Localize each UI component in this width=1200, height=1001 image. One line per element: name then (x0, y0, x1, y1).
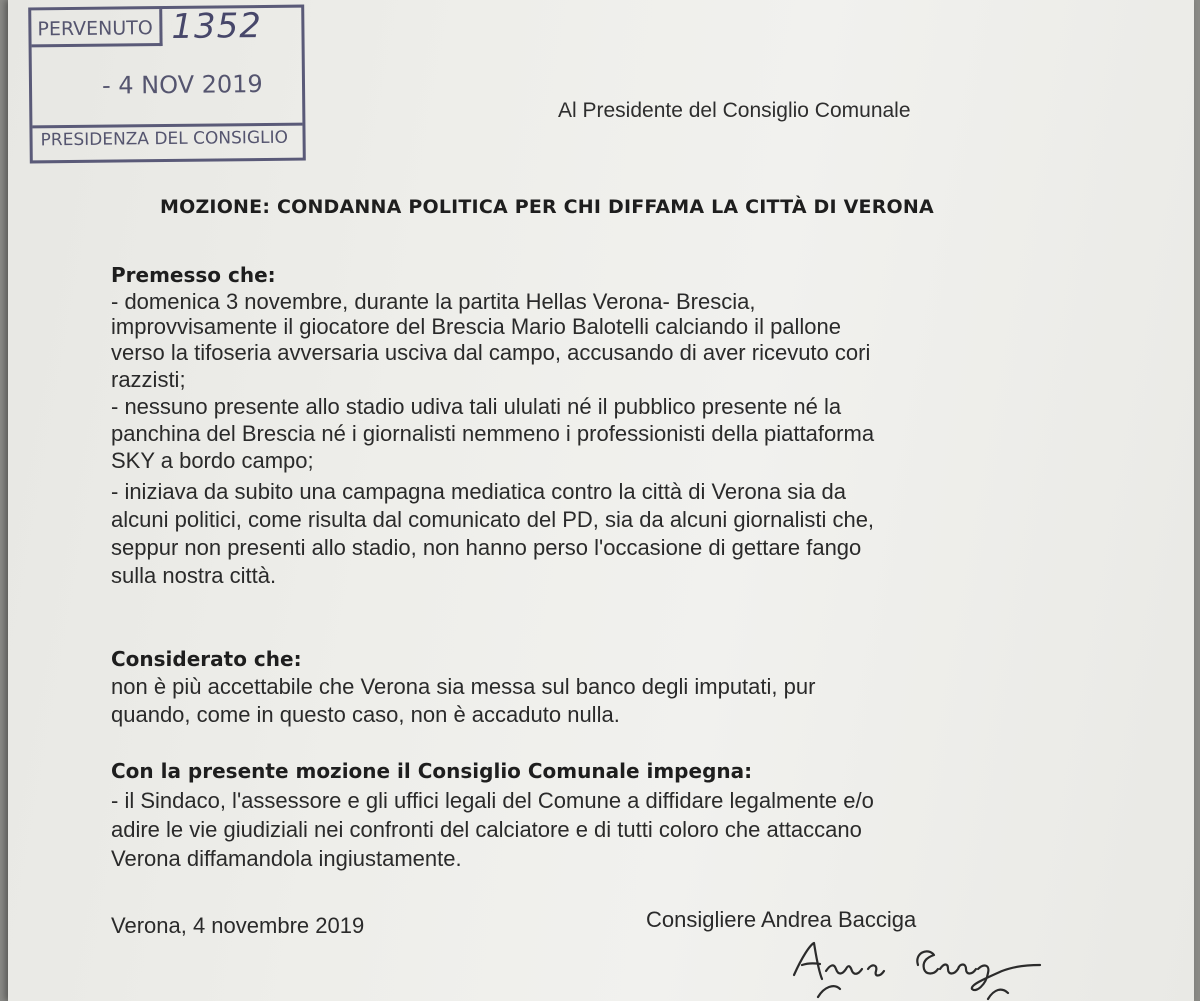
stamp-office: PRESIDENZA DEL CONSIGLIO (40, 127, 289, 151)
document-page (8, 0, 1194, 1001)
body-line: - domenica 3 novembre, durante la partita Hellas Verona- Brescia, (111, 289, 756, 314)
body-line: improvvisamente il giocatore del Brescia Mario Balotelli calciando il pallone (111, 314, 842, 339)
body-line: seppur non presenti allo stadio, non hanno perso l'occasione di gettare fango (111, 535, 862, 560)
document-title: MOZIONE: CONDANNA POLITICA PER CHI DIFFAMA LA CITTÀ DI VERONA (160, 196, 934, 218)
section-heading-considerato: Considerato che: (111, 647, 302, 671)
body-line: alcuni politici, come risulta dal comunicato del PD, sia da alcuni giornalisti che, (111, 507, 875, 532)
body-line: - nessuno presente allo stadio udiva tali ululati né il pubblico presente né la (111, 394, 842, 419)
body-line: - il Sindaco, l'assessore e gli uffici legali del Comune a diffidare legalmente e/o (111, 788, 874, 813)
body-line: SKY a bordo campo; (111, 448, 314, 473)
signatory-name: Consigliere Andrea Bacciga (646, 907, 917, 932)
body-line: quando, come in questo caso, non è accaduto nulla. (111, 702, 620, 727)
handwritten-signature-icon (788, 935, 1048, 1001)
body-line: razzisti; (111, 367, 186, 392)
section-heading-impegna: Con la presente mozione il Consiglio Comunale impegna: (111, 759, 753, 783)
body-line: verso la tifoseria avversaria usciva dal campo, accusando di aver ricevuto cori (111, 340, 871, 365)
addressee: Al Presidente del Consiglio Comunale (558, 99, 911, 122)
section-heading-premesso: Premesso che: (111, 263, 276, 287)
received-stamp (28, 5, 306, 164)
body-line: Verona diffamandola ingiustamente. (111, 846, 462, 871)
stamp-label-box (31, 9, 162, 47)
stamp-label: PERVENUTO (37, 17, 153, 41)
stamp-protocol-number: 1352 (171, 6, 263, 47)
body-line: - iniziava da subito una campagna mediatica contro la città di Verona sia da (111, 479, 846, 504)
body-line: adire le vie giudiziali nei confronti del calciatore e di tutti coloro che attaccano (111, 817, 862, 842)
place-and-date: Verona, 4 novembre 2019 (111, 913, 365, 938)
body-line: non è più accettabile che Verona sia messa sul banco degli imputati, pur (111, 674, 816, 699)
body-line: panchina del Brescia né i giornalisti nemmeno i professionisti della piattaforma (111, 421, 875, 446)
body-line: sulla nostra città. (111, 563, 277, 588)
stamp-date: - 4 NOV 2019 (101, 69, 263, 100)
